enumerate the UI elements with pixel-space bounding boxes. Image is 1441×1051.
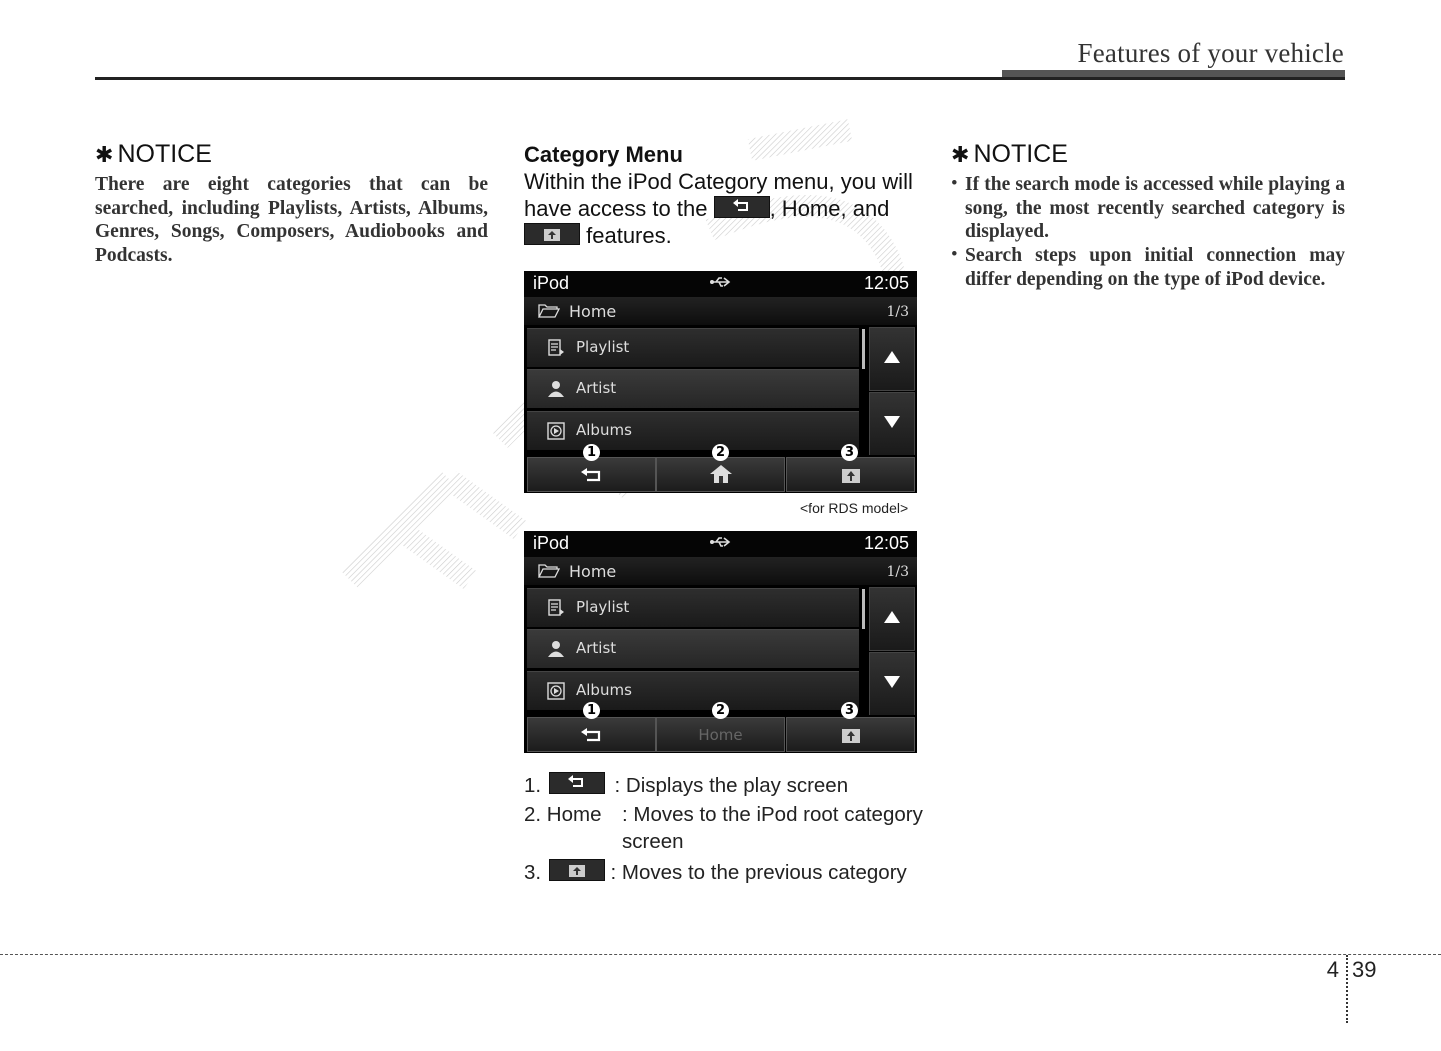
scroll-down-button[interactable] bbox=[869, 392, 915, 456]
scroll-up-button[interactable] bbox=[869, 587, 915, 651]
notice-body: There are eight categories that can be searched, including Playlists, Artists, Albums, Genres, Songs, Composers, Audiobooks and Podcasts. bbox=[95, 174, 488, 266]
bullet-text: Search steps upon initial connection may differ depending on the type of iPod device. bbox=[965, 245, 1345, 290]
page-header-title: Features of your vehicle bbox=[1077, 38, 1344, 68]
list-item-artist[interactable] bbox=[527, 369, 859, 408]
list-item-label: Playlist bbox=[576, 598, 630, 616]
back-button[interactable] bbox=[527, 457, 656, 492]
list-text-continued: screen bbox=[622, 830, 684, 853]
notice-heading-label: NOTICE bbox=[973, 140, 1068, 168]
callout-badge-1: 1 bbox=[583, 702, 600, 719]
bullet-text: If the search mode is accessed while playing a song, the most recently searched category is displayed. bbox=[965, 174, 1345, 242]
softkey-bar bbox=[524, 715, 917, 753]
up-folder-button[interactable] bbox=[786, 457, 915, 492]
playlist-icon bbox=[547, 599, 565, 617]
back-arrow-icon bbox=[732, 199, 752, 213]
bullet-icon: • bbox=[951, 173, 958, 194]
clock: 12:05 bbox=[863, 273, 909, 293]
artist-icon bbox=[547, 640, 565, 658]
list-number: 2. Home bbox=[524, 803, 602, 826]
notice-heading bbox=[95, 140, 212, 169]
clock: 12:05 bbox=[863, 533, 909, 553]
back-arrow-icon bbox=[567, 775, 587, 789]
back-arrow-icon bbox=[580, 467, 604, 483]
home-button[interactable] bbox=[656, 457, 785, 492]
folder-up-icon bbox=[841, 726, 861, 744]
callout-badge-2: 2 bbox=[712, 444, 729, 461]
list-item-label: Albums bbox=[576, 421, 632, 439]
scroll-up-button[interactable] bbox=[869, 327, 915, 391]
playlist-icon bbox=[547, 339, 565, 357]
body-text-1: Within the iPod Category menu, you will have access to the bbox=[524, 169, 913, 221]
home-button[interactable] bbox=[656, 717, 785, 752]
folder-icon bbox=[538, 564, 560, 578]
list-item-playlist[interactable] bbox=[527, 588, 859, 627]
list-number: 3. bbox=[524, 861, 542, 884]
triangle-up-icon bbox=[883, 610, 901, 624]
scroll-down-button[interactable] bbox=[869, 652, 915, 716]
back-arrow-icon bbox=[580, 727, 604, 743]
screen-title: iPod bbox=[533, 533, 570, 553]
list-item-label: Playlist bbox=[576, 338, 630, 356]
ipod-screen-1 bbox=[524, 271, 917, 493]
section-title: Category Menu bbox=[524, 142, 683, 167]
notice-heading-label: NOTICE bbox=[117, 140, 212, 168]
back-button[interactable] bbox=[527, 717, 656, 752]
section-number: 4 bbox=[1326, 957, 1339, 982]
callout-badge-2: 2 bbox=[712, 702, 729, 719]
list-item-albums[interactable] bbox=[527, 671, 859, 710]
figure-caption: <for RDS model> bbox=[800, 500, 909, 516]
home-button-label: Home bbox=[698, 726, 743, 744]
triangle-up-icon bbox=[883, 350, 901, 364]
usb-icon bbox=[710, 536, 732, 548]
path-bar bbox=[524, 297, 917, 325]
ipod-screen-2 bbox=[524, 531, 917, 753]
folder-up-icon bbox=[542, 226, 562, 242]
list-item-2 bbox=[524, 803, 923, 859]
callout-badge-3: 3 bbox=[841, 444, 858, 461]
list-item-artist[interactable] bbox=[527, 629, 859, 668]
up-folder-button-graphic bbox=[524, 223, 580, 245]
page-indicator: 1/3 bbox=[886, 304, 909, 320]
bullet-icon: • bbox=[951, 244, 958, 265]
callout-badge-3: 3 bbox=[841, 702, 858, 719]
page-indicator: 1/3 bbox=[886, 564, 909, 580]
list-item-1 bbox=[524, 772, 848, 798]
up-folder-button-graphic bbox=[549, 859, 605, 881]
footer-divider bbox=[1346, 955, 1348, 1023]
path-bar bbox=[524, 557, 917, 585]
album-icon bbox=[547, 682, 565, 700]
list-item-playlist[interactable] bbox=[527, 328, 859, 367]
up-folder-button[interactable] bbox=[786, 717, 915, 752]
list-text: : Displays the play screen bbox=[614, 774, 849, 797]
list-item-3 bbox=[524, 859, 907, 885]
screen-title: iPod bbox=[533, 273, 570, 293]
list-item-albums[interactable] bbox=[527, 411, 859, 450]
body-text-2: , Home, and bbox=[769, 196, 890, 221]
status-bar bbox=[524, 271, 917, 297]
house-icon bbox=[709, 464, 733, 484]
list-item-label: Artist bbox=[576, 379, 617, 397]
artist-icon bbox=[547, 380, 565, 398]
path-label: Home bbox=[569, 562, 617, 581]
asterisk-icon: ✱ bbox=[951, 142, 970, 167]
asterisk-icon: ✱ bbox=[95, 142, 114, 167]
album-icon bbox=[547, 422, 565, 440]
scrollbar[interactable] bbox=[862, 329, 865, 369]
folder-up-icon bbox=[567, 862, 587, 878]
section-body bbox=[524, 168, 919, 249]
folder-up-icon bbox=[841, 466, 861, 484]
list-text: : Moves to the previous category bbox=[610, 861, 907, 884]
list-number: 1. bbox=[524, 774, 542, 797]
triangle-down-icon bbox=[883, 675, 901, 689]
list-item-label: Albums bbox=[576, 681, 632, 699]
back-button-graphic bbox=[714, 196, 770, 218]
notice-heading bbox=[951, 140, 1068, 169]
triangle-down-icon bbox=[883, 415, 901, 429]
header-rule bbox=[95, 77, 1345, 80]
folder-icon bbox=[538, 304, 560, 318]
list-item-label: Artist bbox=[576, 639, 617, 657]
callout-badge-1: 1 bbox=[583, 444, 600, 461]
footer-rule bbox=[0, 954, 1441, 955]
back-button-graphic bbox=[549, 772, 605, 794]
list-text: : Moves to the iPod root category bbox=[622, 803, 923, 826]
body-text-3: features. bbox=[586, 223, 672, 248]
page-number: 39 bbox=[1352, 957, 1377, 982]
scrollbar[interactable] bbox=[862, 589, 865, 629]
usb-icon bbox=[710, 276, 732, 288]
status-bar bbox=[524, 531, 917, 557]
path-label: Home bbox=[569, 302, 617, 321]
